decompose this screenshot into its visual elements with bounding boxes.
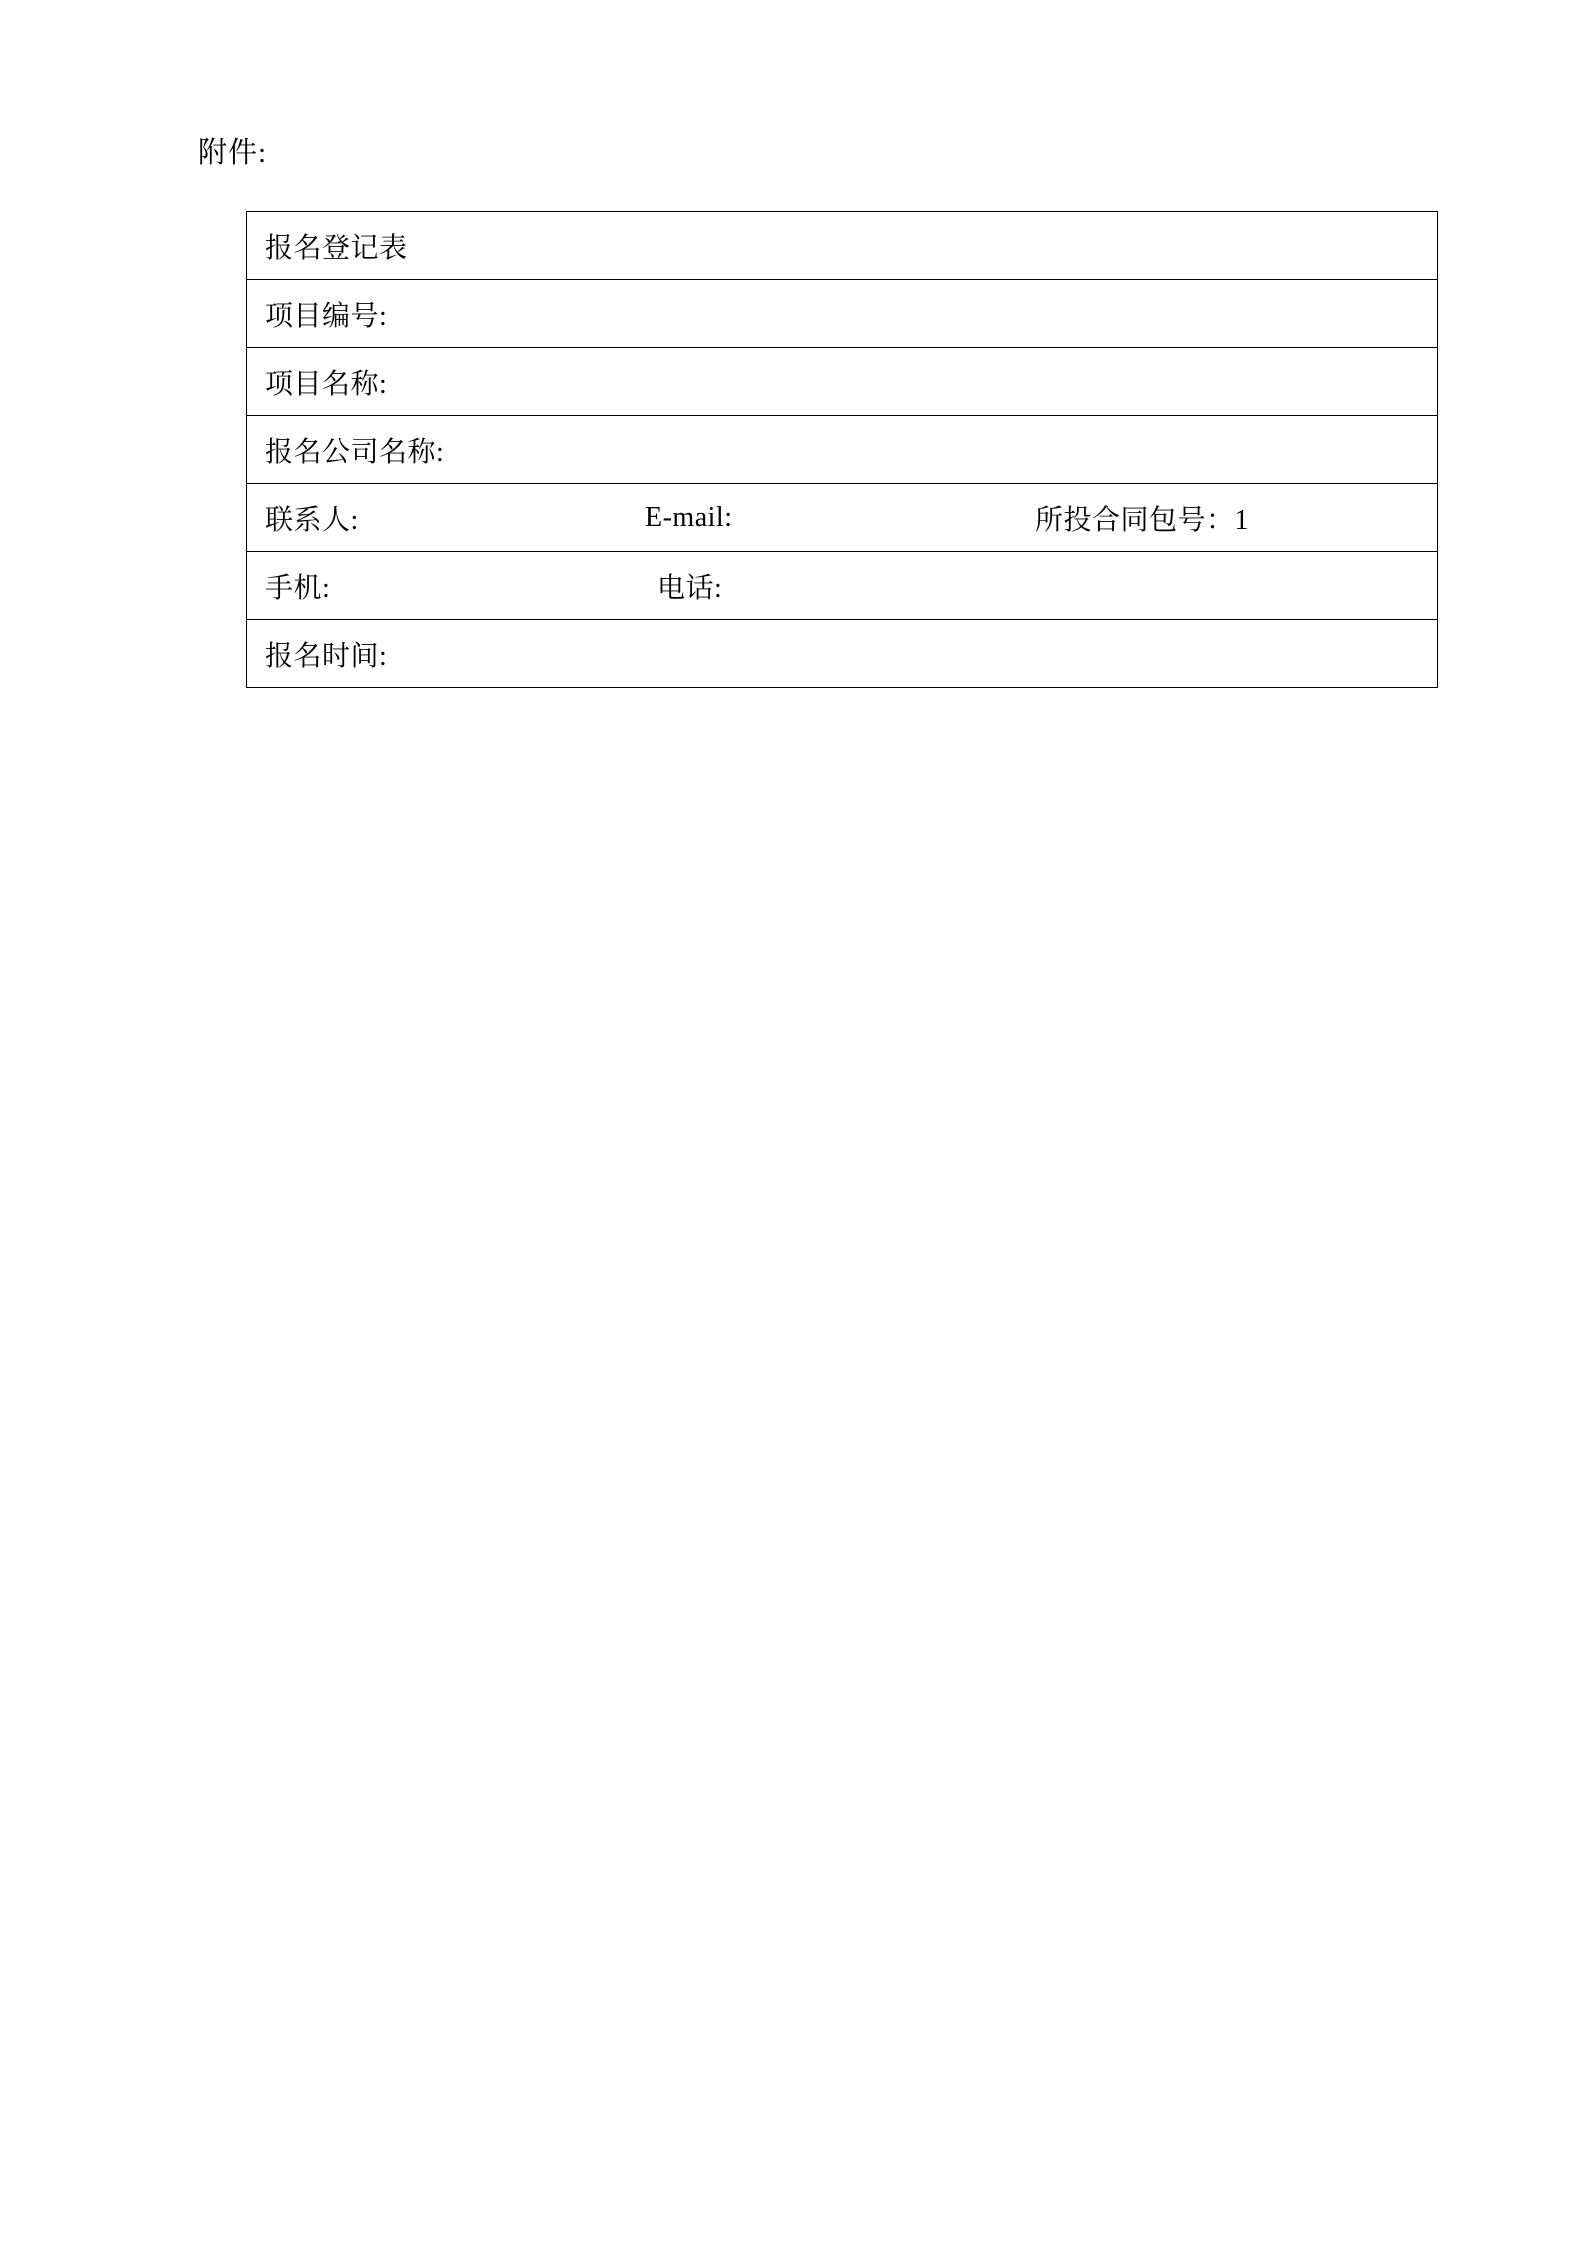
company-name-cell[interactable] (247, 416, 1438, 484)
attachment-label: 附件: (198, 137, 268, 169)
table-row (247, 620, 1438, 688)
project-number-label: 项目编号: (265, 300, 388, 332)
email-label: E-mail: (645, 501, 733, 533)
table-row (247, 280, 1438, 348)
registration-form-table (246, 211, 1438, 688)
registration-time-cell[interactable] (247, 620, 1438, 688)
project-number-cell[interactable] (247, 280, 1438, 348)
form-title-text: 报名登记表 (265, 232, 408, 264)
company-name-label: 报名公司名称: (265, 436, 445, 468)
contract-package-label: 所投合同包号：1 (1035, 504, 1250, 536)
phone-cell[interactable] (247, 552, 1438, 620)
project-name-label: 项目名称: (265, 368, 388, 400)
table-row (247, 348, 1438, 416)
table-row (247, 484, 1438, 552)
mobile-label: 手机: (265, 572, 331, 604)
form-title-cell (247, 212, 1438, 280)
contact-cell[interactable] (247, 484, 1438, 552)
table-row (247, 416, 1438, 484)
project-name-cell[interactable] (247, 348, 1438, 416)
table-row (247, 552, 1438, 620)
contact-person-label: 联系人: (265, 504, 359, 536)
telephone-label: 电话: (657, 572, 723, 604)
registration-time-label: 报名时间: (265, 640, 388, 672)
table-row (247, 212, 1438, 280)
